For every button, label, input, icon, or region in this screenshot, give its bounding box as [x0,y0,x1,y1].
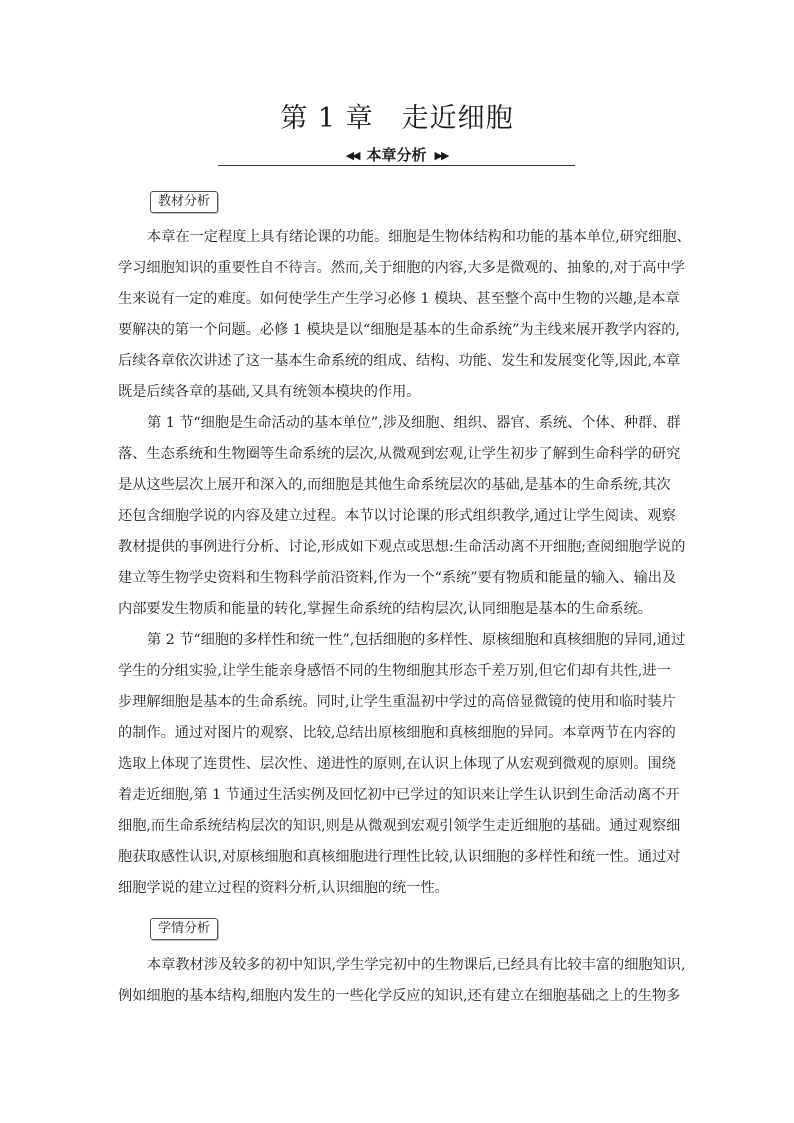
paragraph-line: 细胞,而生命系统结构层次的知识,则是从微观到宏观引领学生走近细胞的基础。通过观察细 [118,818,681,834]
textbook-analysis-content [118,222,691,904]
paragraph-line: 步理解细胞是基本的生命系统。同时,让学生重温初中学过的高倍显微镜的使用和临时装片 [118,694,676,710]
student-analysis-tag: 学情分析 [150,918,218,940]
double-right-arrow-icon: ▶▶ [434,149,448,162]
paragraph-line: 第 2 节“细胞的多样性和统一性”,包括细胞的多样性、原核细胞和真核细胞的异同,通过 [147,632,686,648]
paragraph [118,950,686,1012]
paragraph-line: 既是后续各章的基础,又具有统领本模块的作用。 [118,384,421,400]
paragraph-line: 本章在一定程度上具有绪论课的功能。细胞是生物体结构和功能的基本单位,研究细胞、 [147,229,691,245]
paragraph-line: 例如细胞的基本结构,细胞内发生的一些化学反应的知识,还有建立在细胞基础之上的生物多 [118,988,681,1004]
paragraph-line: 是从这些层次上展开和深入的,而细胞是其他生命系统层次的基础,是基本的生命系统,其次 [118,477,671,493]
paragraph-line: 要解决的第一个问题。必修 1 模块是以“细胞是基本的生命系统”为主线来展开教学内容的, [118,322,681,338]
double-left-arrow-icon: ◀◀ [345,149,359,162]
paragraph [118,408,686,625]
paragraph-line: 选取上体现了连贯性、层次性、递进性的原则,在认识上体现了从宏观到微观的原则。围绕 [118,756,676,772]
paragraph-line: 本章教材涉及较多的初中知识,学生学完初中的生物课后,已经具有比较丰富的细胞知识, [147,957,686,973]
paragraph-line: 着走近细胞,第 1 节通过生活实例及回忆初中已学过的知识来让学生认识到生命活动离不开 [118,787,680,803]
paragraph-line: 落、生态系统和生物圈等生命系统的层次,从微观到宏观,让学生初步了解到生命科学的研究 [118,446,681,462]
section-header-label: 本章分析 [366,146,427,164]
section-header [218,144,575,166]
paragraph-line: 细胞学说的建立过程的资料分析,认识细胞的统一性。 [118,880,449,896]
paragraph-line: 内部要发生物质和能量的转化,掌握生命系统的结构层次,认同细胞是基本的生命系统。 [118,601,652,617]
header-divider [218,165,575,166]
paragraph-line: 的制作。通过对图片的观察、比较,总结出原核细胞和真核细胞的异同。本章两节在内容的 [118,725,676,741]
paragraph-line: 教材提供的事例进行分析、讨论,形成如下观点或思想:生命活动离不开细胞;查阅细胞学说的 [118,539,686,555]
paragraph-line: 学习细胞知识的重要性自不待言。然而,关于细胞的内容,大多是微观的、抽象的,对于高中学 [118,260,685,276]
paragraph-line: 学生的分组实验,让学生能亲身感悟不同的生物细胞其形态千差万别,但它们却有共性,进一 [118,663,671,679]
textbook-analysis-tag: 教材分析 [150,191,218,213]
paragraph-line: 还包含细胞学说的内容及建立过程。本节以讨论课的形式组织教学,通过让学生阅读、观察 [118,508,676,524]
paragraph-line: 建立等生物学史资料和生物科学前沿资料,作为一个“系统”要有物质和能量的输入、输出及 [118,570,677,586]
student-analysis-content [118,950,686,1012]
paragraph-line: 胞获取感性认识,对原核细胞和真核细胞进行理性比较,认识细胞的多样性和统一性。通过对 [118,849,681,865]
paragraph-line: 第 1 节“细胞是生命活动的基本单位”,涉及细胞、组织、器官、系统、个体、种群、群 [147,415,681,431]
paragraph-line: 后续各章依次讲述了这一基本生命系统的组成、结构、功能、发生和发展变化等,因此,本章 [118,353,681,369]
paragraph [118,625,686,904]
paragraph-line: 生来说有一定的难度。如何使学生产生学习必修 1 模块、甚至整个高中生物的兴趣,是本章 [118,291,680,307]
chapter-title: 第 1 章 走近细胞 [280,103,514,134]
paragraph [118,222,691,408]
